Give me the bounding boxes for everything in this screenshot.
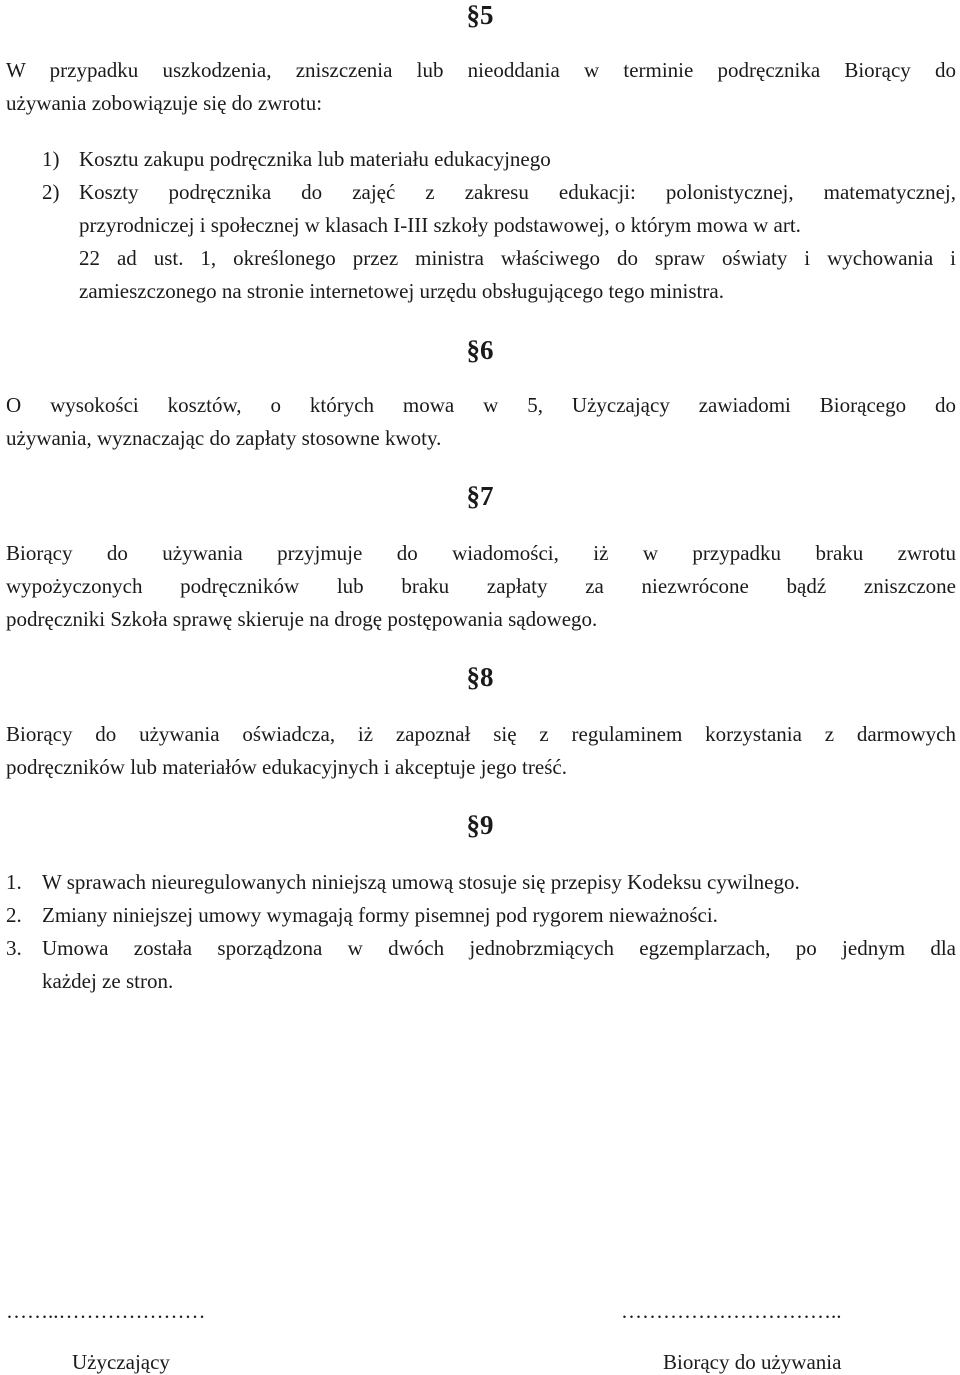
section-8-line-2: podręczników lub materiałów edukacyjnych i akceptuje jego treść. — [6, 755, 567, 779]
section-5-item-2-text — [79, 176, 956, 308]
section-6-heading: §6 — [466, 335, 494, 365]
section-5-item-2-line-3: 22 ad ust. 1, określonego przez ministra właściwego do spraw oświaty i wychowania i — [79, 246, 956, 270]
section-9-item-1-text: W sprawach nieuregulowanych niniejszą umową stosuje się przepisy Kodeksu cywilnego. — [42, 870, 800, 894]
signature-line-left: ……..………………… — [6, 1299, 206, 1323]
section-9-item-1-number: 1. — [6, 870, 22, 894]
signature-line-right: ………………………….. — [621, 1299, 842, 1323]
section-9-item-3-number: 3. — [6, 936, 22, 960]
section-6-line-2: używania, wyznaczając do zapłaty stosowne kwoty. — [6, 426, 442, 450]
section-7-heading: §7 — [466, 481, 494, 511]
section-7-line-2: wypożyczonych podręczników lub braku zapłaty za niezwrócone bądź zniszczone — [6, 574, 956, 598]
section-8-text — [6, 718, 956, 784]
signature-label-left: Użyczający — [72, 1350, 170, 1374]
section-9-item-3-text — [42, 932, 956, 998]
section-5-heading: §5 — [466, 0, 494, 30]
section-8-heading: §8 — [466, 662, 494, 692]
section-6-line-1: O wysokości kosztów, o których mowa w 5, Użyczający zawiadomi Biorącego do — [6, 393, 956, 417]
section-5-item-2-line-1: Koszty podręcznika do zajęć z zakresu edukacji: polonistycznej, matematycznej, — [79, 180, 956, 204]
section-6-text — [6, 389, 956, 455]
section-9-item-3-line-1: Umowa została sporządzona w dwóch jednobrzmiących egzemplarzach, po jednym dla — [42, 936, 956, 960]
section-7-line-3: podręczniki Szkoła sprawę skieruje na drogę postępowania sądowego. — [6, 607, 598, 631]
section-5-item-2-number: 2) — [42, 180, 60, 204]
section-5-intro — [6, 54, 956, 120]
section-7-text — [6, 537, 956, 636]
section-9-item-2-text: Zmiany niniejszej umowy wymagają formy pisemnej pod rygorem nieważności. — [42, 903, 718, 927]
signature-label-right: Biorący do używania — [663, 1350, 842, 1374]
section-5-item-1-text: Kosztu zakupu podręcznika lub materiału edukacyjnego — [79, 147, 551, 171]
section-8-line-1: Biorący do używania oświadcza, iż zapoznał się z regulaminem korzystania z darmowych — [6, 722, 956, 746]
section-5-intro-line-1: W przypadku uszkodzenia, zniszczenia lub nieoddania w terminie podręcznika Biorący do — [6, 58, 956, 82]
section-5-item-2-line-4: zamieszczonego na stronie internetowej urzędu obsługującego tego ministra. — [79, 279, 724, 303]
section-5-item-2-line-2: przyrodniczej i społecznej w klasach I-III szkoły podstawowej, o którym mowa w art. — [79, 213, 801, 237]
section-5-intro-line-2: używania zobowiązuje się do zwrotu: — [6, 91, 323, 115]
section-9-item-2-number: 2. — [6, 903, 22, 927]
section-9-item-3-line-2: każdej ze stron. — [42, 969, 174, 993]
section-5-item-1-number: 1) — [42, 147, 60, 171]
section-9-heading: §9 — [466, 810, 494, 840]
section-7-line-1: Biorący do używania przyjmuje do wiadomości, iż w przypadku braku zwrotu — [6, 541, 956, 565]
